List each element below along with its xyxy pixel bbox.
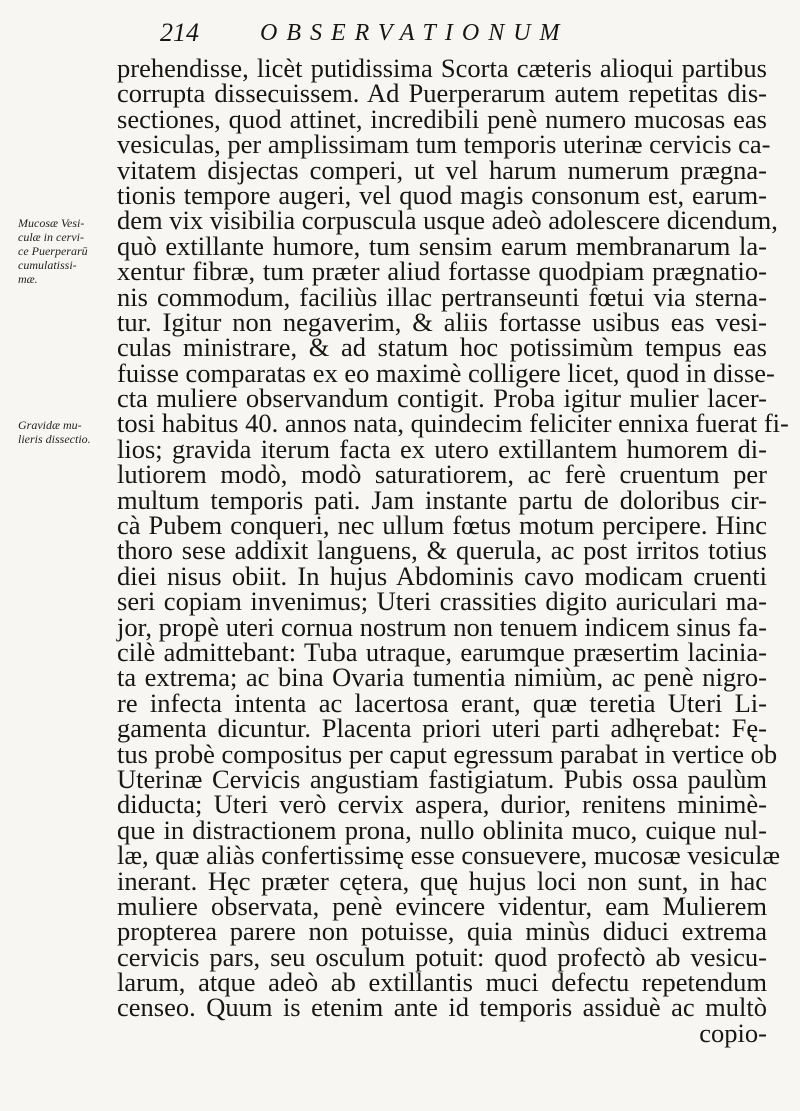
text-line: cilè admittebant: Tuba utraque, earumque præsertim lacinia- [117,636,767,667]
text-line: multum temporis pati. Jam instante partu de doloribus cir- [117,484,767,515]
text-line: propterea parere non potuisse, quia minùs diduci extrema [117,916,767,947]
body-text [117,53,789,1048]
text-line: nis commodum, faciliùs illac pertranseunti fœtui via sterna- [117,281,767,312]
text-line: tus probè compositus per caput egressum parabat in vertice ob [117,738,778,769]
text-line: corrupta dissecuissem. Ad Puerperarum autem repetitas dis- [117,78,767,109]
text-line: diducta; Uteri verò cervix aspera, durior, renitens minimè- [117,789,767,820]
text-line: que in distractionem prona, nullo oblinita muco, cuique nul- [117,814,767,845]
text-line: thoro sese addixit languens, & querula, ac post irritos totius [117,535,767,566]
text-line: prehendisse, licèt putidissima Scorta cæteris alioqui partibus [117,53,767,83]
marginal-note-dissection [18,418,114,446]
running-title: OBSERVATIONUM [260,20,569,46]
text-line: lutiorem modò, modò saturatiorem, ac ferè cruentum per [117,459,767,490]
marginal-note-line: Mucosæ Vesi- [18,216,85,230]
text-line: re infecta intenta ac lacertosa erant, quæ teretia Uteri Li- [117,687,767,718]
marginal-note-mucous-vesicles [18,216,114,286]
text-line: dem vix visibilia corpuscula usque adeò adolescere dicendum, [117,205,778,236]
text-line: seri copiam invenimus; Uteri crassities digito auriculari ma- [117,586,767,617]
page-header [160,18,790,54]
text-line: tionis tempore augeri, vel quod magis consonum est, earum- [117,179,767,210]
text-line: muliere observata, penè evincere videntur, eam Mulierem [117,890,767,921]
text-line: vesiculas, per amplissimam tum temporis uterinæ cervicis ca- [117,129,771,160]
text-line: Uterinæ Cervicis angustiam fastigiatum. Pubis ossa paulùm [117,763,767,794]
text-line: jor, propè uteri cornua nostrum non tenuem indicem sinus fa- [117,611,767,642]
text-line: xentur fibræ, tum præter aliud fortasse quodpiam prægnatio- [117,256,767,287]
text-line: tosi habitus 40. annos nata, quindecim feliciter ennixa fuerat fi- [117,408,789,439]
text-line: censeo. Quum is etenim ante id temporis assiduè ac multò [117,992,767,1023]
text-line: cta muliere observandum contigit. Proba igitur mulier lacer- [117,383,767,414]
text-line: larum, atque adeò ab extillantis muci defectu repetendum [117,967,767,998]
page-number: 214 [160,18,199,47]
text-line: cà Pubem conqueri, nec ullum fœtus motum percipere. Hinc [117,510,767,541]
text-line: cervicis pars, seu osculum potuit: quod profectò ab vesicu- [117,941,767,972]
text-line: tur. Igitur non negaverim, & aliis fortasse usibus eas vesi- [117,306,767,337]
text-line: læ, quæ aliàs confertissimę esse consuevere, mucosæ vesiculæ [117,840,781,871]
marginal-note-line: culæ in cervi- [18,230,84,244]
text-line: culas ministrare, & ad statum hoc potissimùm tempus eas [117,332,767,363]
text-line: ta extrema; ac bina Ovaria tumentia nimiùm, ac penè nigro- [117,662,767,693]
text-line: lios; gravida iterum facta ex utero extillantem humorem di- [117,433,767,464]
marginal-note-line: cumulatissi- [18,258,77,272]
marginal-note-line: Gravidæ mu- [18,418,82,432]
text-line: diei nisus obiit. In hujus Abdominis cavo modicam cruenti [117,560,767,591]
text-line: quò extillante humore, tum sensim earum membranarum la- [117,230,767,261]
marginal-note-line: ce Puerperarū [18,244,88,258]
text-line: fuisse comparatas ex eo maximè colligere licet, quod in disse- [117,357,775,388]
text-line: sectiones, quod attinet, incredibili penè numero mucosas eas [117,103,767,134]
marginal-note-line: lieris dissectio. [18,432,91,446]
text-line: inerant. Hęc præter cętera, quę hujus loci non sunt, in hac [117,865,767,896]
text-line: gamenta dicuntur. Placenta priori uteri parti adhęrebat: Fę- [117,713,767,744]
text-line: copio- [699,1017,767,1048]
marginal-note-line: mæ. [18,272,38,286]
text-line: vitatem disjectas comperi, ut vel harum numerum prægna- [117,154,767,185]
